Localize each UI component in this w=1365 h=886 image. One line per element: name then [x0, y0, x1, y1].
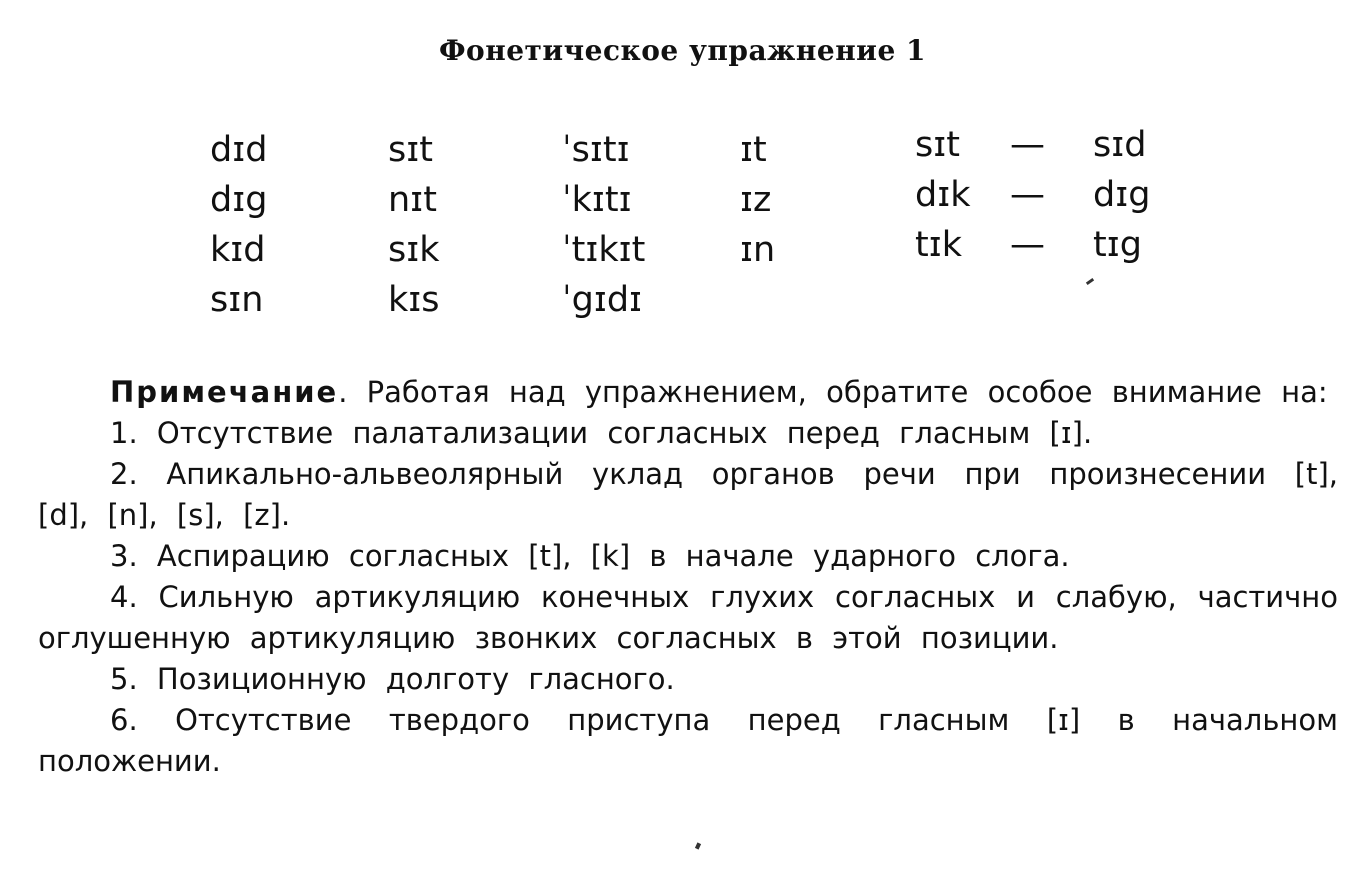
word: sɪn	[210, 280, 264, 320]
word: ˈtɪkɪt	[562, 230, 646, 270]
word: dɪg	[210, 180, 268, 220]
word: kɪd	[210, 230, 266, 270]
pair-word-a: dɪk	[915, 175, 971, 215]
page-title: Фонетическое упражнение 1	[438, 34, 926, 67]
note-item-2: 2. Апикально-альвеолярный уклад органов речи при произнесении [t], [d], [n], [s], [z].	[38, 457, 1338, 532]
note-label: Примечание	[110, 375, 339, 409]
word: ˈsɪtɪ	[562, 130, 630, 170]
pair-word-b: sɪd	[1093, 125, 1147, 165]
print-speck	[1086, 278, 1094, 285]
pair-row	[915, 220, 1215, 270]
pair-dash: —	[1010, 175, 1045, 215]
word: ˈgɪdɪ	[562, 280, 643, 320]
word-column-4	[740, 125, 775, 275]
word: ɪn	[740, 230, 776, 270]
note-item-6: 6. Отсутствие твердого приступа перед гласным [ɪ] в начальном положении.	[38, 703, 1338, 778]
print-speck	[695, 842, 701, 849]
pair-row	[915, 120, 1215, 170]
note-intro	[38, 372, 1338, 413]
note-section	[38, 372, 1338, 782]
word: kɪs	[388, 280, 440, 320]
word: sɪt	[388, 130, 433, 170]
minimal-pairs	[915, 120, 1215, 270]
pair-dash: —	[1010, 225, 1045, 265]
pair-row	[915, 170, 1215, 220]
word: ˈkɪtɪ	[562, 180, 632, 220]
note-item-3: 3. Аспирацию согласных [t], [k] в начале ударного слога.	[110, 539, 1070, 573]
word-column-2	[388, 125, 440, 325]
word: dɪd	[210, 130, 268, 170]
pair-word-b: tɪg	[1093, 225, 1142, 265]
note-item-1: 1. Отсутствие палатализации согласных перед гласным [ɪ].	[110, 416, 1093, 450]
note-item-5: 5. Позиционную долготу гласного.	[110, 662, 675, 696]
word: ɪz	[740, 180, 772, 220]
word-column-3	[562, 125, 645, 325]
pair-word-a: sɪt	[915, 125, 960, 165]
pair-word-a: tɪk	[915, 225, 962, 265]
word: nɪt	[388, 180, 437, 220]
note-intro-text: . Работая над упражнением, обратите особое внимание на:	[338, 375, 1328, 409]
pair-dash: —	[1010, 125, 1045, 165]
note-item-4: 4. Сильную артикуляцию конечных глухих согласных и слабую, частично оглушенную артикуляцию звонких согласных в этой позиции.	[38, 580, 1338, 655]
pair-word-b: dɪg	[1093, 175, 1151, 215]
word-column-1	[210, 125, 267, 325]
word: ɪt	[740, 130, 767, 170]
word: sɪk	[388, 230, 440, 270]
